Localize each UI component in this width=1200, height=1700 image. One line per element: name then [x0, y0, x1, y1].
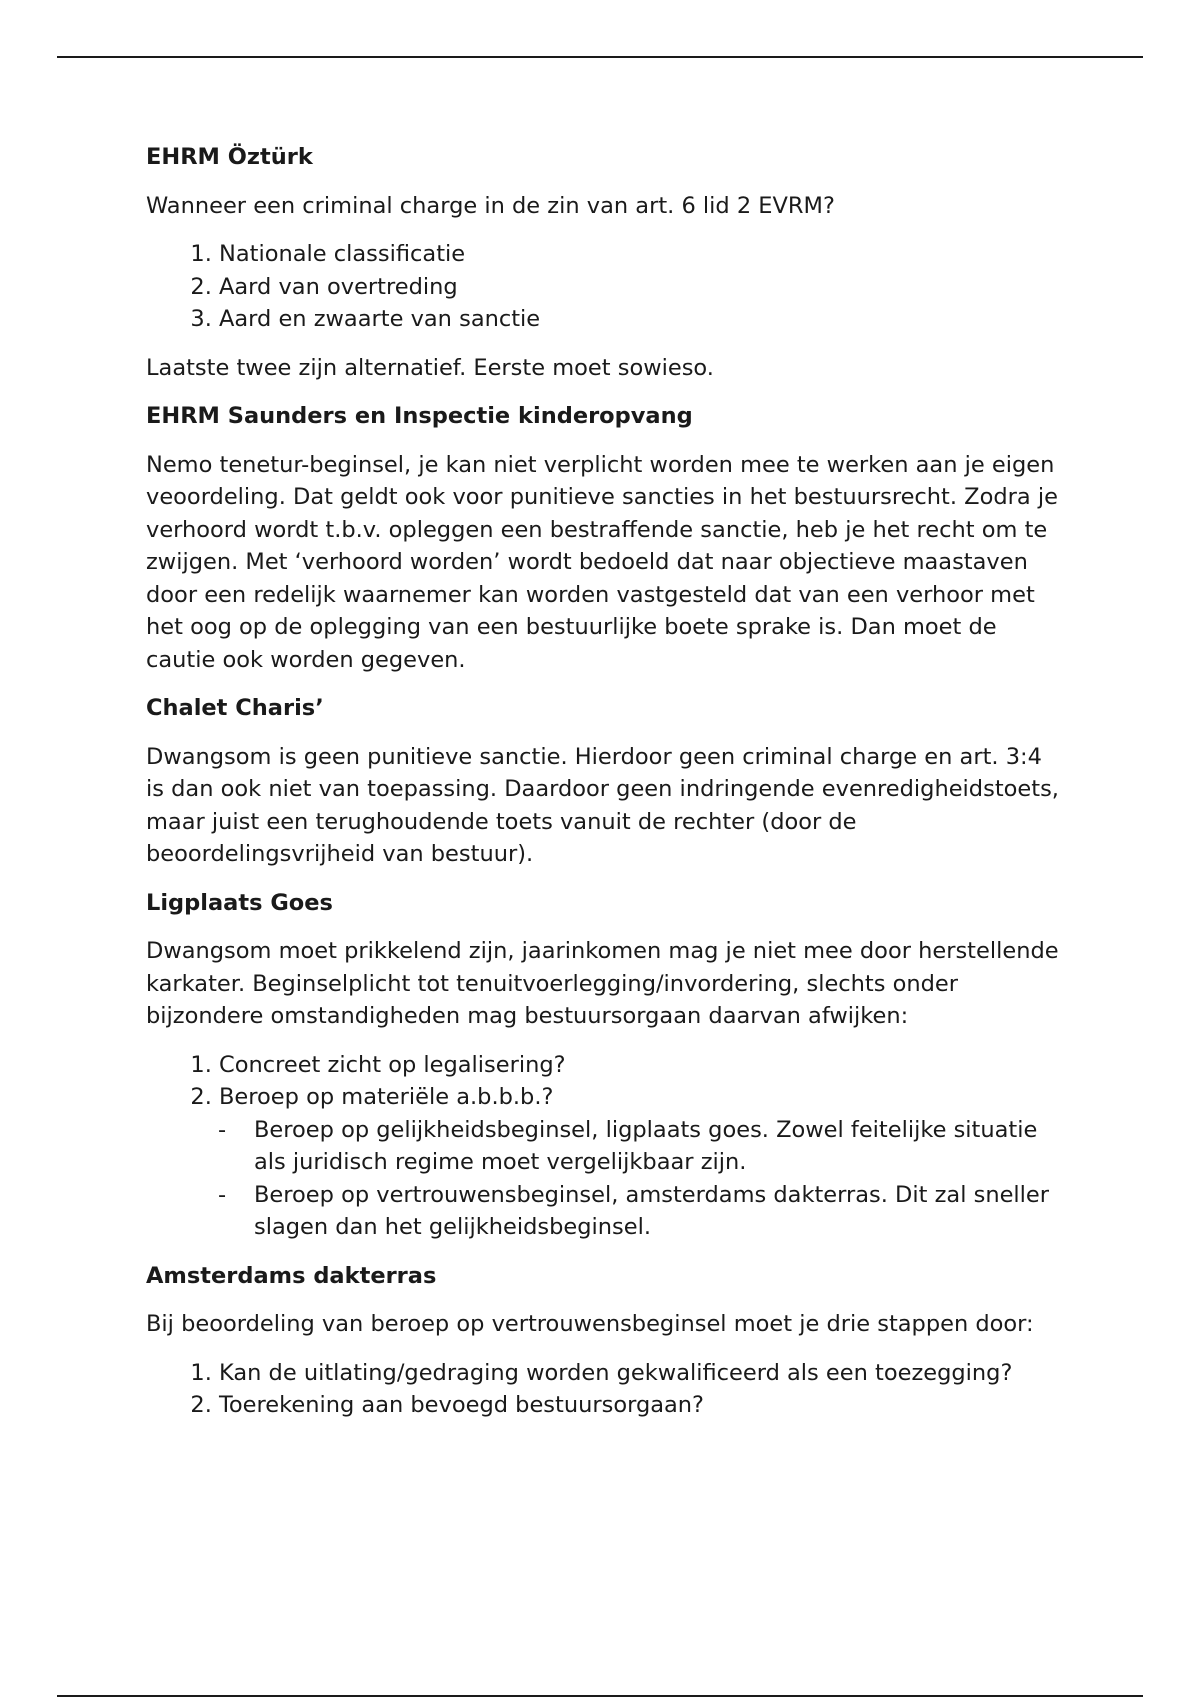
dash-bullet: -: [218, 1116, 227, 1143]
paragraph: Bij beoordeling van beroep op vertrouwensbeginsel moet je drie stappen door:: [146, 1311, 1034, 1337]
paragraph: Dwangsom is geen punitieve sanctie. Hierdoor geen criminal charge en art. 3:4 is dan ook niet van toepassing. Daardoor geen indringende evenredigheidstoets, maar juist een terughoudende toets vanuit de rechter (door de beoordelingsvrijheid van bestuur).: [146, 743, 1059, 867]
header-rule: [57, 56, 1143, 58]
dash-list-text: Beroep op gelijkheidsbeginsel, ligplaats goes. Zowel feitelijke situatie als juridisch regime moet vergelijkbaar zijn.: [254, 1116, 1038, 1175]
dash-list-item: [218, 1179, 1066, 1244]
numbered-list: [146, 1049, 1066, 1244]
list-item: 1. Nationale classificatie: [219, 238, 1066, 271]
dash-bullet: -: [218, 1181, 227, 1208]
list-item-text: Beroep op materiële a.b.b.b.?: [219, 1084, 554, 1110]
document-body: [146, 141, 1066, 1438]
list-item: 1. Concreet zicht op legalisering?: [219, 1049, 1066, 1082]
list-item: 2. Aard van overtreding: [219, 271, 1066, 304]
section-heading: EHRM Öztürk: [146, 144, 313, 170]
list-item: 1. Kan de uitlating/gedraging worden gekwalificeerd als een toezegging?: [219, 1357, 1066, 1390]
paragraph: Dwangsom moet prikkelend zijn, jaarinkomen mag je niet mee door herstellende karkater. Beginselplicht tot tenuitvoerlegging/invordering, slechts onder bijzondere omstandigheden mag bestuursorgaan daarvan afwijken:: [146, 938, 1059, 1029]
paragraph: Laatste twee zijn alternatief. Eerste moet sowieso.: [146, 354, 714, 381]
dash-list: [219, 1114, 1066, 1244]
section-heading: Amsterdams dakterras: [146, 1262, 437, 1289]
dash-list-item: [218, 1114, 1066, 1179]
section-heading: Ligplaats Goes: [146, 889, 333, 916]
list-item: 3. Aard en zwaarte van sanctie: [219, 303, 1066, 336]
list-item: 2. Toerekening aan bevoegd bestuursorgaan?: [219, 1389, 1066, 1422]
numbered-list: [146, 1357, 1066, 1422]
footer-rule: [57, 1695, 1143, 1697]
dash-list-text: Beroep op vertrouwensbeginsel, amsterdams dakterras. Dit zal sneller slagen dan het gelijkheidsbeginsel.: [254, 1181, 1050, 1240]
numbered-list: [146, 238, 1066, 336]
paragraph: Nemo tenetur-beginsel, je kan niet verplicht worden mee te werken aan je eigen veoordeling. Dat geldt ook voor punitieve sancties in het bestuursrecht. Zodra je verhoord wordt t.b.v. opleggen een bestraffende sanctie, heb je het recht om te zwijgen. Met ‘verhoord worden’ wordt bedoeld dat naar objectieve maastaven door een redelijk waarnemer kan worden vastgesteld dat van een verhoor met het oog op de oplegging van een bestuurlijke boete sprake is. Dan moet de cautie ook worden gegeven.: [146, 451, 1058, 673]
section-heading: Chalet Charis’: [146, 695, 324, 721]
paragraph: Wanneer een criminal charge in de zin van art. 6 lid 2 EVRM?: [146, 192, 835, 219]
section-heading: EHRM Saunders en Inspectie kinderopvang: [146, 403, 693, 429]
list-item: [219, 1081, 1066, 1244]
